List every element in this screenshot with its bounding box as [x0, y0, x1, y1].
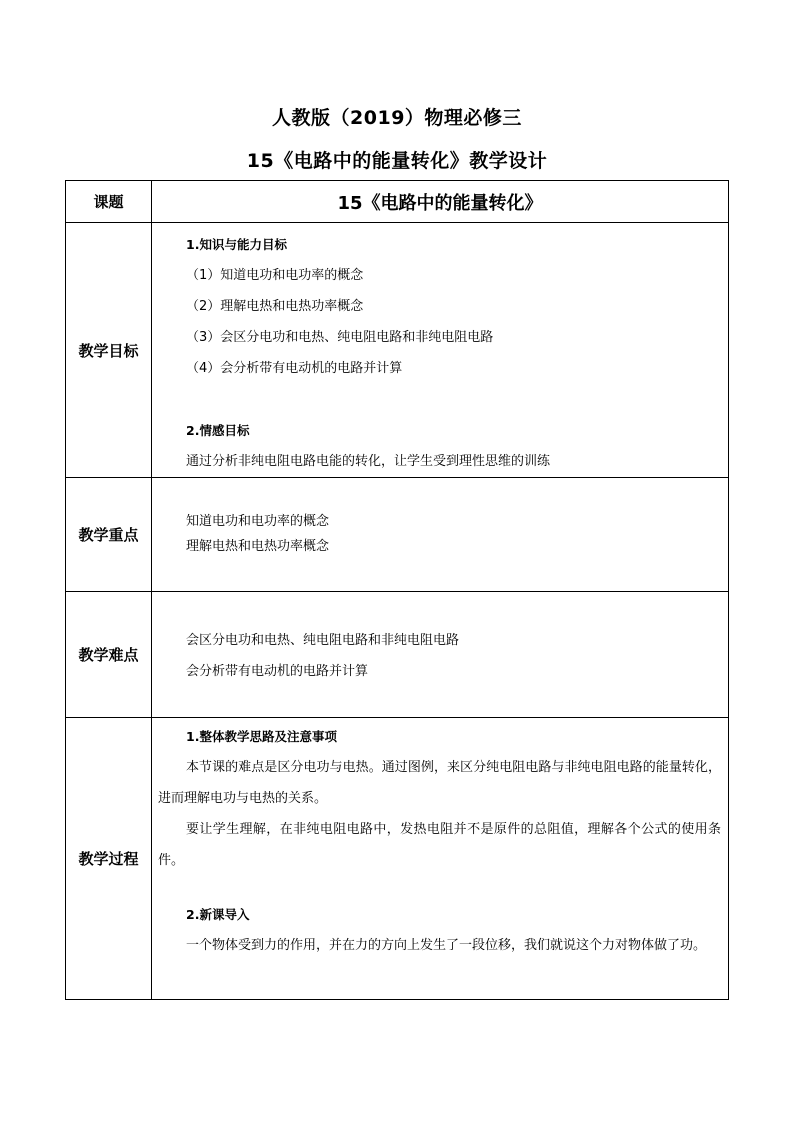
- table-row-key-points: [66, 478, 729, 592]
- goals-cell: [152, 223, 729, 478]
- key-points-cell: [152, 478, 729, 592]
- goal-item: （2）理解电热和电热功率概念: [186, 299, 364, 314]
- difficulty-line: 会分析带有电动机的电路并计算: [186, 664, 369, 679]
- goal-item: （1）知道电功和电功率的概念: [186, 268, 364, 283]
- goal-item: （4）会分析带有电动机的电路并计算: [186, 361, 403, 376]
- difficulty-line: 会区分电功和电热、纯电阻电路和非纯电阻电路: [186, 633, 460, 648]
- goals-section1-heading: 1.知识与能力目标: [186, 237, 287, 252]
- goals-section2-heading: 2.情感目标: [186, 423, 250, 438]
- table-row-process: [66, 718, 729, 1000]
- goals-section2-text: 通过分析非纯电阻电路电能的转化，让学生受到理性思维的训练: [186, 454, 551, 469]
- goals-label: 教学目标: [66, 223, 152, 478]
- process-cell: [152, 718, 729, 1000]
- key-points-label: 教学重点: [66, 478, 152, 592]
- difficulties-cell: [152, 592, 729, 718]
- process-paragraph: 一个物体受到力的作用，并在力的方向上发生了一段位移，我们就说这个力对物体做了功。: [186, 938, 707, 953]
- process-paragraph: 本节课的难点是区分电功与电热。通过图例，来区分纯电阻电路与非纯电阻电路的能量转化，进而理解电功与电热的关系。: [158, 760, 721, 806]
- topic-value: 15《电路中的能量转化》: [152, 181, 729, 223]
- lesson-plan-table: [65, 180, 729, 1000]
- topic-label: 课题: [66, 181, 152, 223]
- process-section1-heading: 1.整体教学思路及注意事项: [186, 729, 337, 744]
- table-row-difficulties: [66, 592, 729, 718]
- table-row-topic: [66, 181, 729, 223]
- key-point-line: 知道电功和电功率的概念: [186, 514, 330, 529]
- table-row-goals: [66, 223, 729, 478]
- goal-item: （3）会区分电功和电热、纯电阻电路和非纯电阻电路: [186, 330, 494, 345]
- document-title: 人教版（2019）物理必修三: [272, 107, 522, 129]
- key-point-line: 理解电热和电热功率概念: [186, 539, 330, 554]
- process-paragraph: 要让学生理解，在非纯电阻电路中，发热电阻并不是原件的总阻值，理解各个公式的使用条件。: [158, 822, 721, 868]
- process-label: 教学过程: [66, 718, 152, 1000]
- difficulties-label: 教学难点: [66, 592, 152, 718]
- document-subtitle: 15《电路中的能量转化》教学设计: [246, 150, 548, 172]
- process-section2-heading: 2.新课导入: [186, 907, 250, 922]
